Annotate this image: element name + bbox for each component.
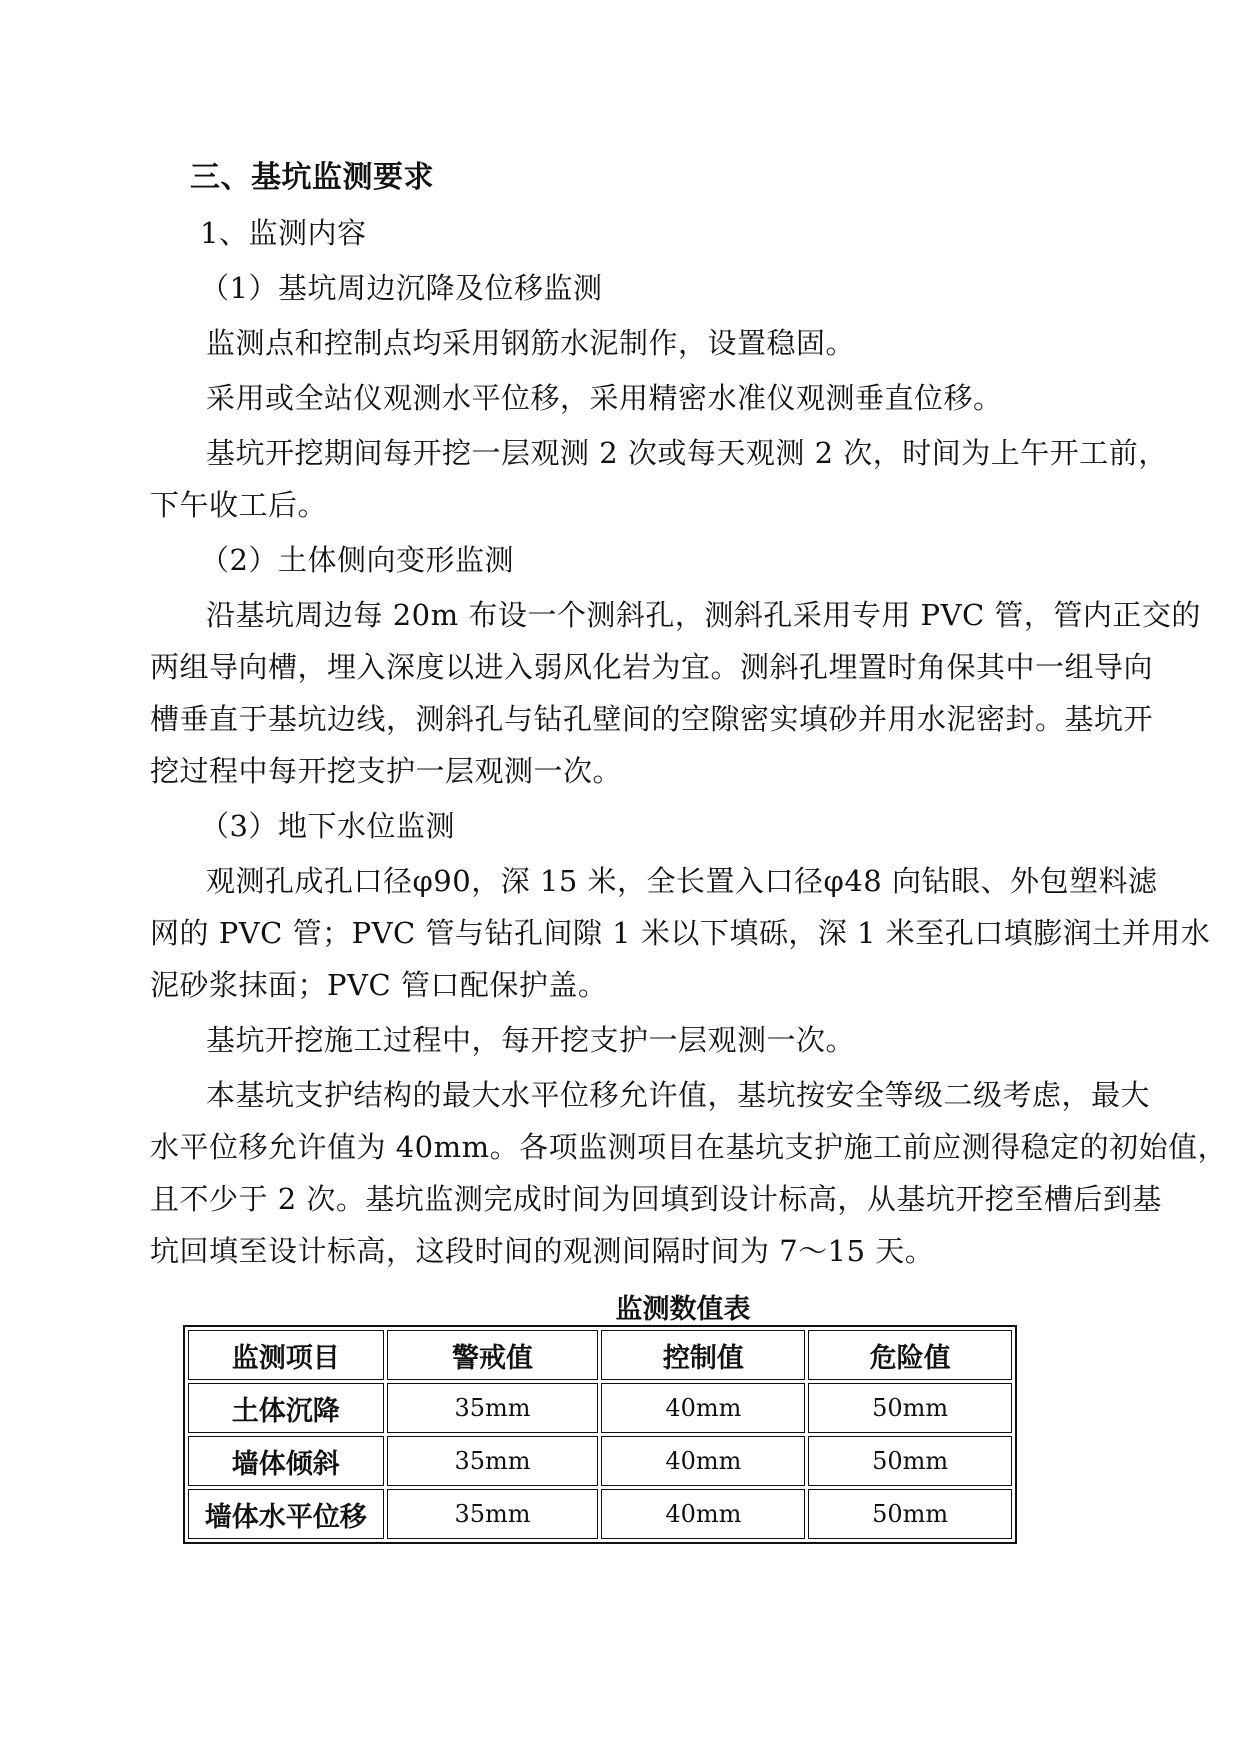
row-label: 墙体倾斜 [188,1436,384,1486]
item3-paragraph-2: 基坑开挖施工过程中，每开挖支护一层观测一次。 [206,1023,856,1057]
cell-danger: 50mm [808,1436,1012,1486]
table-row [188,1436,1012,1486]
item2-line1: 沿基坑周边每 20m 布设一个测斜孔，测斜孔采用专用 PVC 管，管内正交的 [206,598,1201,632]
item2-line2: 两组导向槽，埋入深度以进入弱风化岩为宜。测斜孔埋置时角保其中一组导向 [150,650,1154,684]
item1-paragraph-1: 监测点和控制点均采用钢筋水泥制作，设置稳固。 [206,326,856,360]
table-row [188,1489,1012,1539]
monitoring-values-table [183,1325,1017,1544]
item3-line1: 观测孔成孔口径φ90，深 15 米，全长置入口径φ48 向钻眼、外包塑料滤 [206,864,1158,898]
item2-title: （2）土体侧向变形监测 [200,543,514,577]
header-control: 控制值 [601,1330,805,1380]
header-danger: 危险值 [808,1330,1012,1380]
summary-line2: 水平位移允许值为 40mm。各项监测项目在基坑支护施工前应测得稳定的初始值， [150,1130,1228,1164]
subheading-monitoring-content: 1、监测内容 [200,216,367,250]
cell-warning: 35mm [387,1436,599,1486]
item3-line3: 泥砂浆抹面；PVC 管口配保护盖。 [150,968,608,1002]
item3-title: （3）地下水位监测 [200,809,455,843]
cell-danger: 50mm [808,1489,1012,1539]
header-warning: 警戒值 [387,1330,599,1380]
cell-control: 40mm [601,1383,805,1433]
summary-line4: 坑回填至设计标高，这段时间的观测间隔时间为 7～15 天。 [150,1234,935,1268]
summary-line1: 本基坑支护结构的最大水平位移允许值，基坑按安全等级二级考虑，最大 [206,1078,1151,1112]
header-item: 监测项目 [188,1330,384,1380]
item1-paragraph-3-line2: 下午收工后。 [150,488,328,522]
section-title: 三、基坑监测要求 [190,160,434,195]
cell-control: 40mm [601,1489,805,1539]
cell-control: 40mm [601,1436,805,1486]
item1-paragraph-2: 采用或全站仪观测水平位移，采用精密水准仪观测垂直位移。 [206,381,1003,415]
cell-warning: 35mm [387,1383,599,1433]
cell-danger: 50mm [808,1383,1012,1433]
item2-line4: 挖过程中每开挖支护一层观测一次。 [150,754,623,788]
table-row [188,1383,1012,1433]
table-title: 监测数值表 [615,1294,751,1325]
item1-title: （1）基坑周边沉降及位移监测 [200,271,603,305]
row-label: 墙体水平位移 [188,1489,384,1539]
item1-paragraph-3-line1: 基坑开挖期间每开挖一层观测 2 次或每天观测 2 次，时间为上午开工前， [206,436,1168,470]
cell-warning: 35mm [387,1489,599,1539]
table-header-row [188,1330,1012,1380]
item3-line2: 网的 PVC 管；PVC 管与钻孔间隙 1 米以下填砾，深 1 米至孔口填膨润土并用水 [150,916,1211,950]
summary-line3: 且不少于 2 次。基坑监测完成时间为回填到设计标高，从基坑开挖至槽后到基 [150,1182,1162,1216]
item2-line3: 槽垂直于基坑边线，测斜孔与钻孔壁间的空隙密实填砂并用水泥密封。基坑开 [150,702,1154,736]
row-label: 土体沉降 [188,1383,384,1433]
